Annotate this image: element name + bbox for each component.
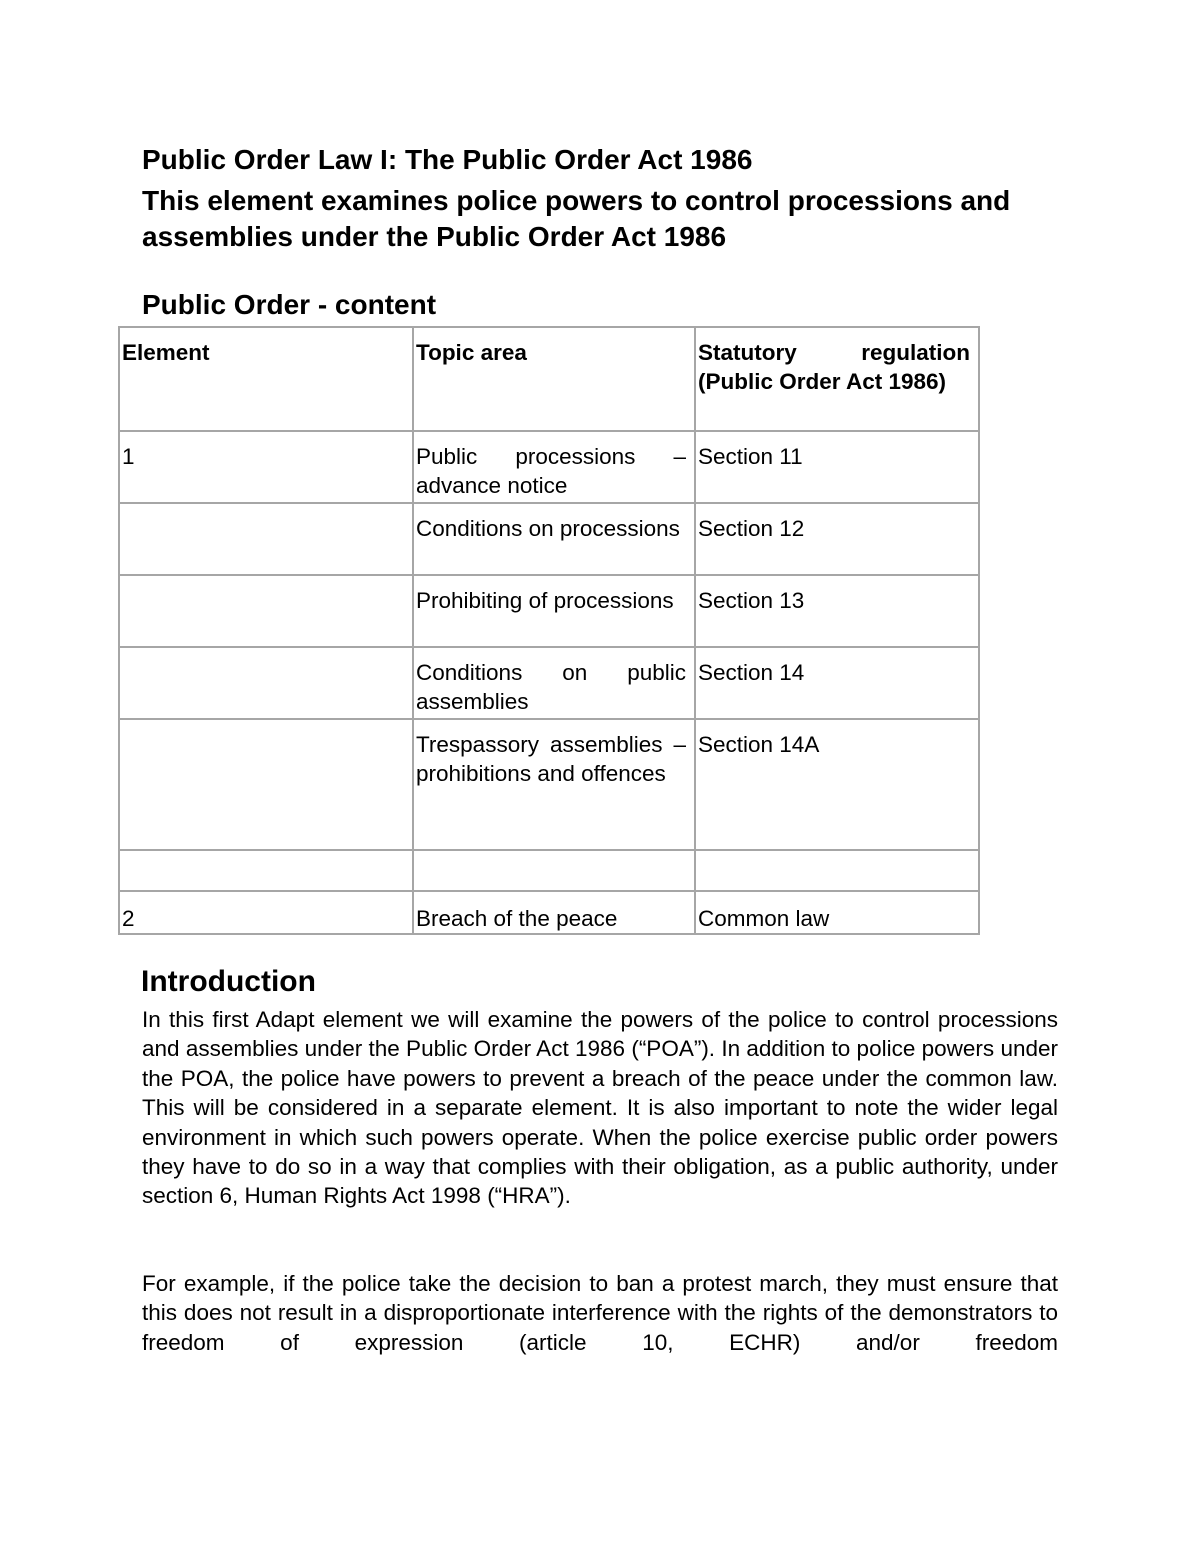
table-header-row [119,327,979,431]
cell-topic: Conditions on processions [413,503,695,575]
cell-regulation: Section 11 [695,431,979,503]
cell-regulation [695,850,979,891]
table-row [119,850,979,891]
table-row [119,431,979,503]
cell-topic: Trespassory assemblies – prohibitions and offences [413,719,695,850]
header-statutory-regulation: Statutory regulation (Public Order Act 1986) [695,327,979,431]
table-row [119,719,979,850]
document-title: Public Order Law I: The Public Order Act 1986 [142,144,753,175]
cell-regulation: Common law [695,891,979,934]
document-subtitle: This element examines police powers to control processions and assemblies under the Public Order Act 1986 [142,185,1011,252]
cell-element [119,850,413,891]
cell-regulation: Section 13 [695,575,979,647]
cell-element: 2 [119,891,413,934]
cell-topic: Breach of the peace [413,891,695,934]
table-row [119,891,979,934]
header-topic-area: Topic area [413,327,695,431]
header-element: Element [119,327,413,431]
example-paragraph: For example, if the police take the decision to ban a protest march, they must ensure that this does not result in a disproportionate interference with the rights of the demonstrators to freedom of expression (article 10, ECHR) and/or freedom [142,1271,1058,1355]
cell-regulation: Section 14A [695,719,979,850]
cell-element [119,575,413,647]
introduction-paragraph: In this first Adapt element we will examine the powers of the police to control processions and assemblies under the Public Order Act 1986 (“POA”). In addition to police powers under the POA, the police have powers to prevent a breach of the peace under the common law. This will be considered in a separate element. It is also important to note the wider legal environment in which such powers operate. When the police exercise public order powers they have to do so in a way that complies with their obligation, as a public authority, under section 6, Human Rights Act 1998 (“HRA”). [142,1007,1058,1209]
content-heading: Public Order - content [142,289,437,320]
cell-element [119,719,413,850]
cell-element: 1 [119,431,413,503]
cell-topic: Prohibiting of processions [413,575,695,647]
introduction-heading: Introduction [141,965,316,998]
cell-topic: Public processions – advance notice [413,431,695,503]
table-row [119,503,979,575]
table-row [119,575,979,647]
cell-topic: Conditions on public assemblies [413,647,695,719]
cell-regulation: Section 12 [695,503,979,575]
table-row [119,647,979,719]
cell-element [119,503,413,575]
cell-element [119,647,413,719]
cell-regulation: Section 14 [695,647,979,719]
cell-topic [413,850,695,891]
content-table [118,326,980,935]
